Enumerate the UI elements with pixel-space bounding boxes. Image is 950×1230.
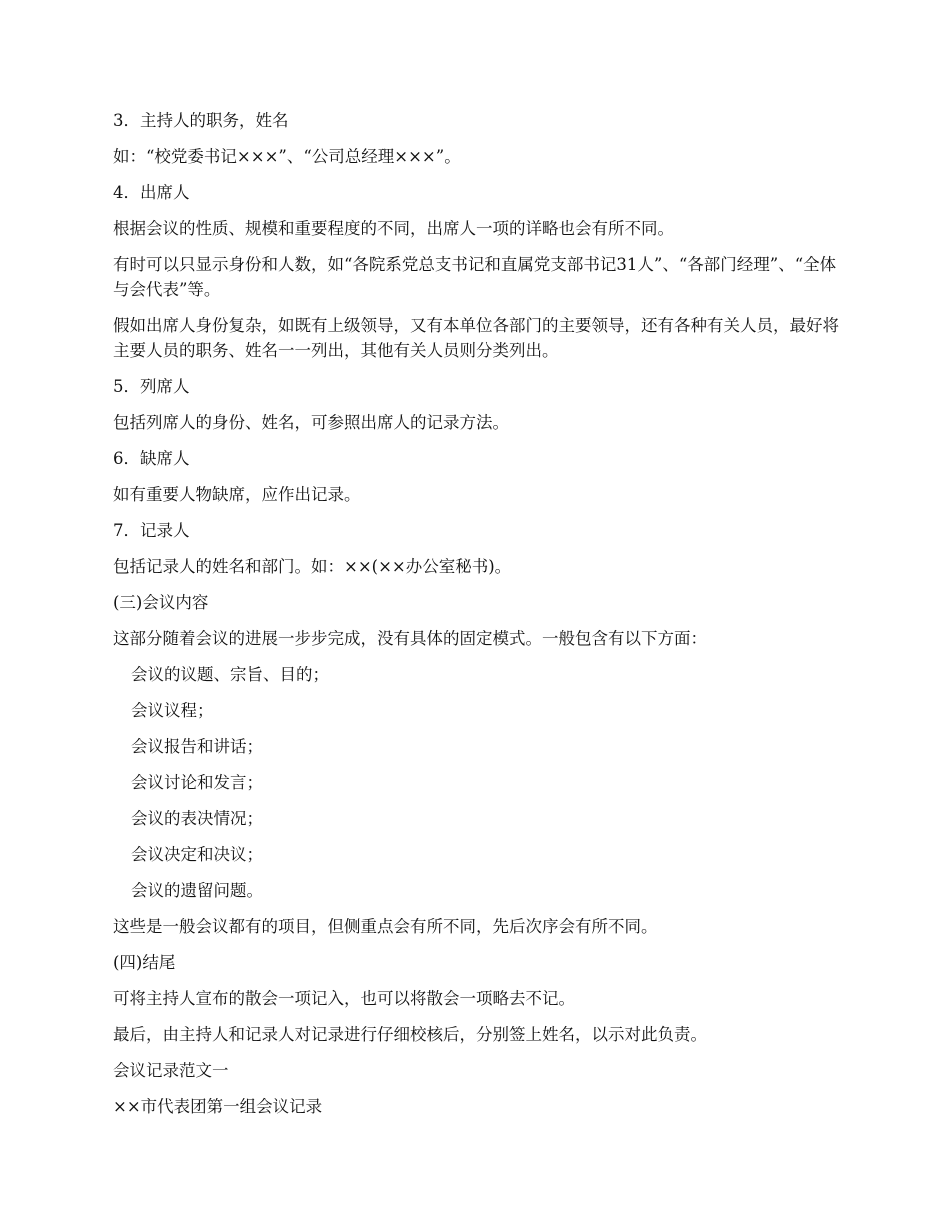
paragraph-recorder: 包括记录人的姓名和部门。如：××(××办公室秘书)。	[113, 557, 512, 576]
paragraph-absentees: 如有重要人物缺席，应作出记录。	[113, 485, 361, 504]
document-page	[113, 108, 843, 1130]
section-heading-content: (三)会议内容	[113, 593, 209, 612]
list-item: 会议讨论和发言；	[131, 773, 263, 792]
section-heading-attendees: 4．出席人	[113, 183, 190, 202]
list-item: 会议的遗留问题。	[131, 881, 263, 900]
paragraph-host-example: 如：“校党委书记×××”、“公司总经理×××”。	[113, 147, 461, 166]
section-heading-ending: (四)结尾	[113, 953, 176, 972]
section-heading-host: 3．主持人的职务，姓名	[113, 111, 289, 130]
sample-title: 会议记录范文一	[113, 1061, 229, 1080]
list-item: 会议议程；	[131, 701, 214, 720]
paragraph-attendees-count: 有时可以只显示身份和人数，如“各院系党总支书记和直属党支部书记31人”、“各部门经理”、“全体与会代表”等。	[113, 255, 837, 299]
section-heading-recorder: 7．记录人	[113, 521, 190, 540]
paragraph-content-intro: 这部分随着会议的进展一步步完成，没有具体的固定模式。一般包含有以下方面：	[113, 629, 707, 648]
list-item: 会议的表决情况；	[131, 809, 263, 828]
section-heading-observers: 5．列席人	[113, 377, 190, 396]
paragraph-ending-adjourn: 可将主持人宣布的散会一项记入，也可以将散会一项略去不记。	[113, 989, 575, 1008]
paragraph-attendees-complex: 假如出席人身份复杂，如既有上级领导，又有本单位各部门的主要领导，还有各种有关人员，最好将主要人员的职务、姓名一一列出，其他有关人员则分类列出。	[113, 316, 839, 360]
list-item: 会议决定和决议；	[131, 845, 263, 864]
paragraph-ending-sign: 最后，由主持人和记录人对记录进行仔细校核后，分别签上姓名，以示对此负责。	[113, 1025, 707, 1044]
list-item: 会议的议题、宗旨、目的；	[131, 665, 329, 684]
list-item: 会议报告和讲话；	[131, 737, 263, 756]
paragraph-content-summary: 这些是一般会议都有的项目，但侧重点会有所不同，先后次序会有所不同。	[113, 917, 658, 936]
paragraph-observers: 包括列席人的身份、姓名，可参照出席人的记录方法。	[113, 413, 509, 432]
section-heading-absentees: 6．缺席人	[113, 449, 190, 468]
sample-subtitle: ××市代表团第一组会议记录	[113, 1097, 323, 1116]
paragraph-attendees-detail: 根据会议的性质、规模和重要程度的不同，出席人一项的详略也会有所不同。	[113, 219, 674, 238]
